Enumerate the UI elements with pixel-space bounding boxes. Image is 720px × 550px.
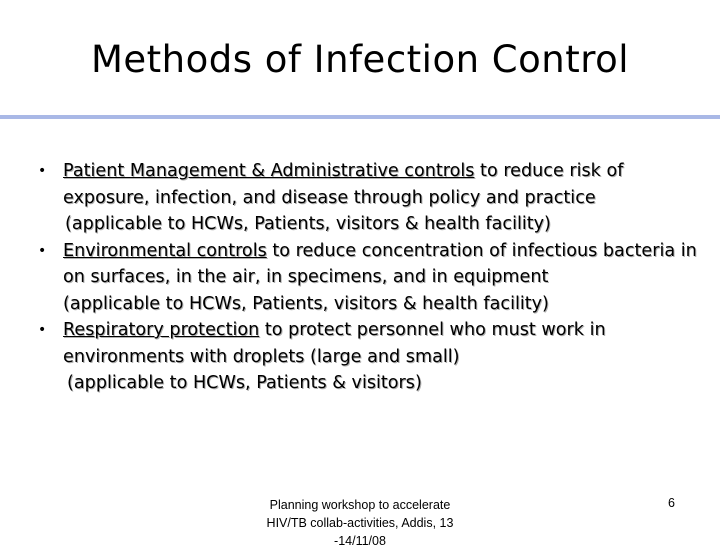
- bullet-note: (applicable to HCWs, Patients & visitors): [67, 373, 422, 393]
- slide-footer: Planning workshop to accelerate HIV/TB collab-activities, Addis, 13 -14/11/08: [266, 498, 454, 548]
- bullet-text: to reduce risk of exposure, infection, and disease through policy and practice: [63, 161, 624, 208]
- bullet-note: (applicable to HCWs, Patients, visitors & health facility): [63, 293, 549, 314]
- bullet-item: [38, 317, 698, 397]
- bullet-text: to protect personnel who must work in environments with droplets (large and small): [63, 320, 606, 367]
- bullet-dot-icon: •: [38, 322, 47, 338]
- bullet-dot-icon: •: [38, 242, 47, 259]
- bullet-note: (applicable to HCWs, Patients, visitors & health facility): [65, 214, 551, 234]
- bullet-list: [38, 158, 698, 397]
- bullet-heading: Environmental controls: [63, 240, 267, 261]
- bullet-dot-icon: •: [38, 163, 47, 179]
- bullet-heading: Respiratory protection: [63, 320, 260, 340]
- title-divider: [0, 115, 720, 119]
- bullet-text: to reduce concentration of infectious bacteria in on surfaces, in the air, in specimens, and in equipment: [63, 240, 697, 287]
- bullet-heading: Patient Management & Administrative controls: [63, 161, 475, 181]
- page-number: 6: [668, 496, 675, 510]
- bullet-item: [38, 238, 698, 318]
- bullet-item: [38, 158, 698, 238]
- slide-title: Methods of Infection Control: [90, 38, 630, 81]
